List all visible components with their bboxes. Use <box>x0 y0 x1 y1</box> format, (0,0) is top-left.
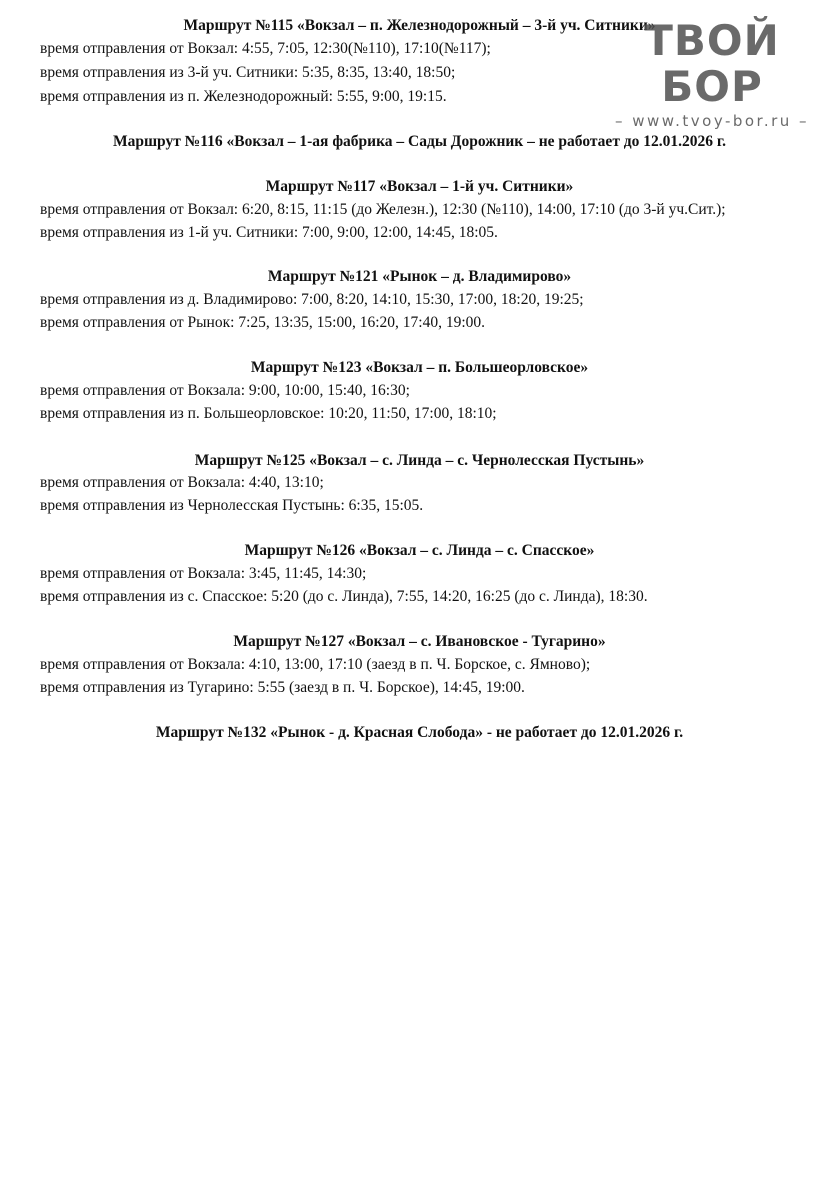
route-117-title: Маршрут №117 «Вокзал – 1-й уч. Ситники» <box>265 178 574 195</box>
route-123-line: время отправления от Вокзала: 9:00, 10:00, 15:40, 16:30; <box>40 382 410 399</box>
route-123-line: время отправления из п. Большеорловское: 10:20, 11:50, 17:00, 18:10; <box>40 405 497 422</box>
route-127-title: Маршрут №127 «Вокзал – с. Ивановское - Тугарино» <box>233 633 606 650</box>
route-115-line: время отправления из 3-й уч. Ситники: 5:35, 8:35, 13:40, 18:50; <box>40 64 456 81</box>
route-125-line: время отправления от Вокзала: 4:40, 13:10; <box>40 474 324 491</box>
route-115-line: время отправления от Вокзал: 4:55, 7:05, 12:30(№110), 17:10(№117); <box>40 40 491 57</box>
route-121-title: Маршрут №121 «Рынок – д. Владимирово» <box>267 268 572 285</box>
route-127-line: время отправления от Вокзала: 4:10, 13:00, 17:10 (заезд в п. Ч. Борское, с. Ямново); <box>40 656 591 673</box>
watermark <box>592 18 832 130</box>
route-121-line: время отправления от Рынок: 7:25, 13:35, 15:00, 16:20, 17:40, 19:00. <box>40 314 486 331</box>
route-115-title: Маршрут №115 «Вокзал – п. Железнодорожный – 3-й уч. Ситники» <box>183 17 656 34</box>
route-126-line: время отправления от Вокзала: 3:45, 11:45, 14:30; <box>40 565 367 582</box>
route-117-line: время отправления из 1-й уч. Ситники: 7:00, 9:00, 12:00, 14:45, 18:05. <box>40 224 498 241</box>
route-116-title: Маршрут №116 «Вокзал – 1-ая фабрика – Сады Дорожник – не работает до 12.01.2026 г. <box>112 133 727 150</box>
route-126-title: Маршрут №126 «Вокзал – с. Линда – с. Спасское» <box>244 542 595 559</box>
route-115-line: время отправления из п. Железнодорожный: 5:55, 9:00, 19:15. <box>40 88 447 105</box>
route-125-line: время отправления из Чернолесская Пустынь: 6:35, 15:05. <box>40 497 424 514</box>
route-125-title: Маршрут №125 «Вокзал – с. Линда – с. Чернолесская Пустынь» <box>194 452 645 469</box>
watermark-url: – www.tvoy-bor.ru – <box>614 112 810 130</box>
route-117-line: время отправления от Вокзал: 6:20, 8:15, 11:15 (до Железн.), 12:30 (№110), 14:00, 17:10 (до 3-й уч.Сит.); <box>40 201 726 218</box>
route-121-line: время отправления из д. Владимирово: 7:00, 8:20, 14:10, 15:30, 17:00, 18:20, 19:25; <box>40 291 584 308</box>
route-132-title: Маршрут №132 «Рынок - д. Красная Слобода» - не работает до 12.01.2026 г. <box>155 724 684 741</box>
watermark-logo: ТВОЙ БОР <box>644 16 780 111</box>
route-123-title: Маршрут №123 «Вокзал – п. Большеорловское» <box>250 359 589 376</box>
route-127-line: время отправления из Тугарино: 5:55 (заезд в п. Ч. Борское), 14:45, 19:00. <box>40 679 525 696</box>
route-126-line: время отправления из с. Спасское: 5:20 (до с. Линда), 7:55, 14:20, 16:25 (до с. Линда), 18:30. <box>40 588 648 605</box>
